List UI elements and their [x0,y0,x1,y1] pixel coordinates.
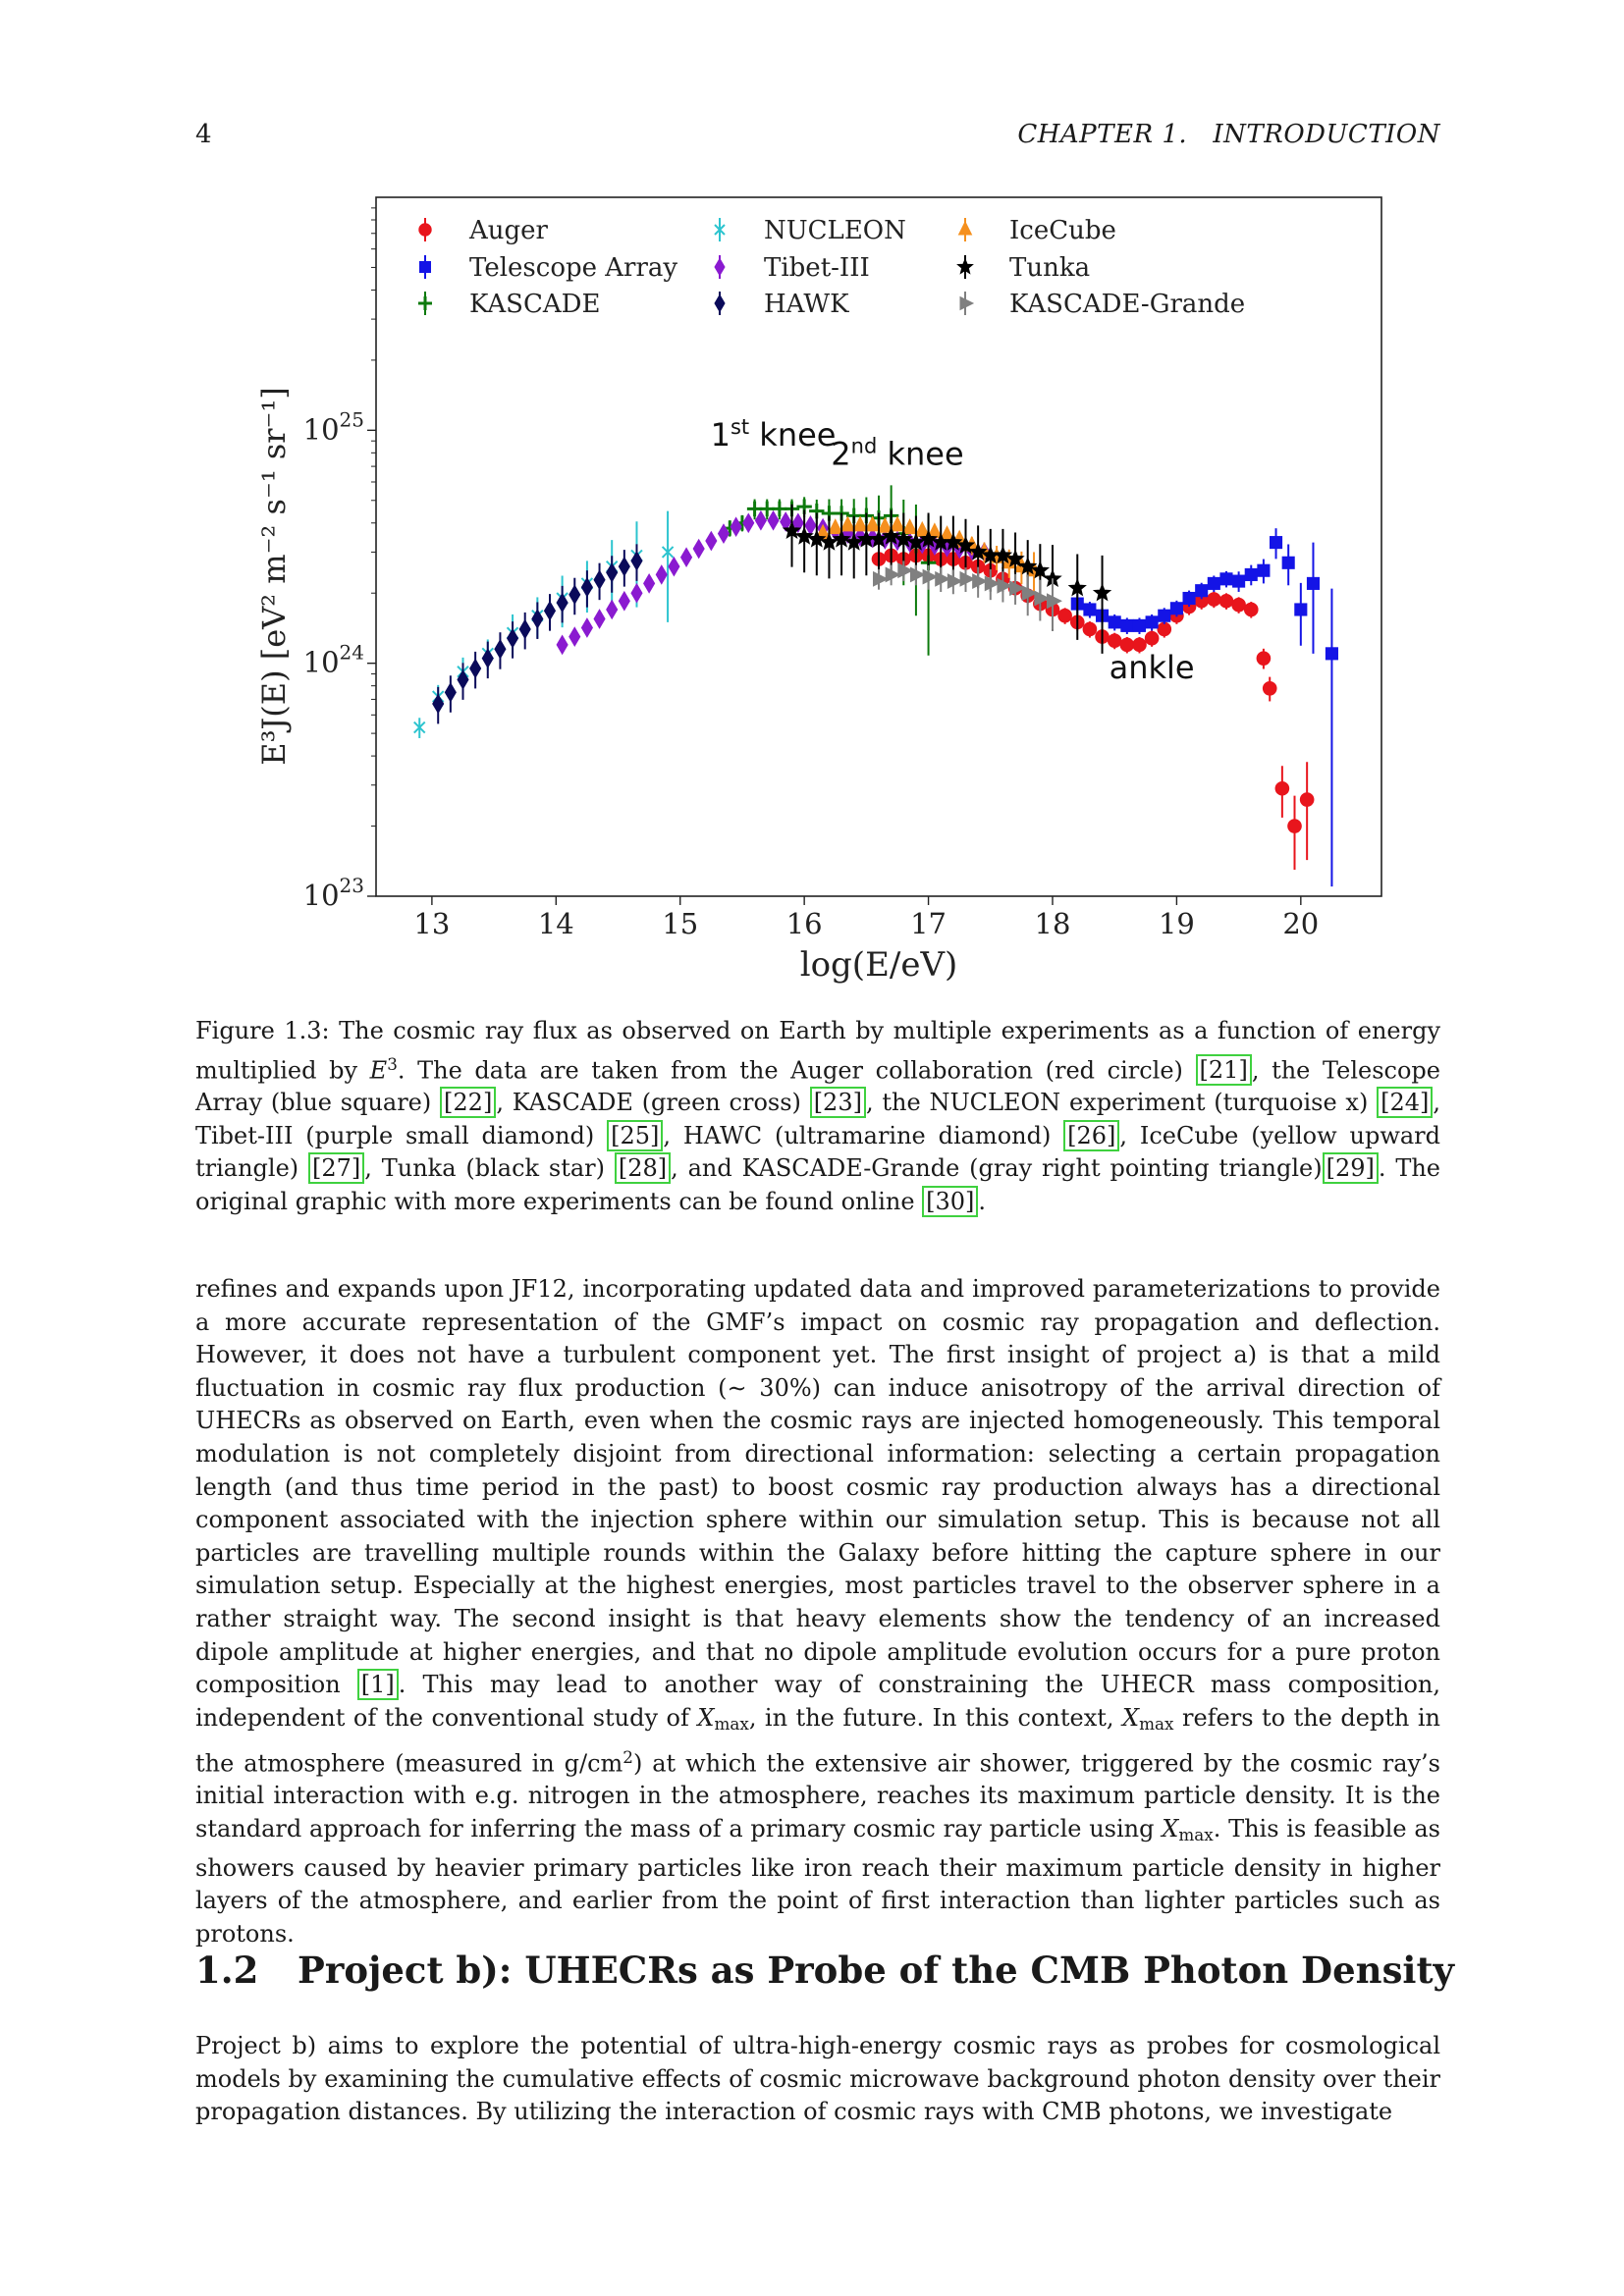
data-point [1170,603,1182,614]
data-point [1121,619,1133,631]
data-point [1300,793,1314,807]
legend-label: Tunka [1009,253,1091,283]
data-point [693,540,704,559]
legend-item [715,216,906,245]
data-point [1326,648,1337,660]
series-auger [872,548,1314,870]
data-point [1263,681,1276,695]
body-paragraph-1: refines and expands upon JF12, incorporating updated data and improved parameterizations to provide a more accurate representation of the GMF’s impact on cosmic ray propagation and deflection. However, it does not have a turbulent component yet. The first insight of project a) is that a mild fluctuation in cosmic ray flux production (∼ 30%) can induce anisotropy of the arrival direction of UHECRs as observed on Earth, even when the cosmic rays are injected homogeneously. This temporal modulation is not completely disjoint from directional information: selecting a certain propagation length (and thus time period in the past) to boost cosmic ray production always has a directional component associated with the injection sphere within our simulation setup. This is because not all particles are travelling multiple rounds within the Galaxy before hitting the capture sphere in our simulation setup. Especially at the highest energies, most particles travel to the observer sphere in a rather straight way. The second insight is that heavy elements show the tendency of an increased dipole amplitude at higher energies, and that no dipole amplitude evolution occurs for a pure proton composition [1] . This may lead to another way of constraining the UHECR mass composition, independent of the conventional study of $X_{max}$, in the future. In this context, $X_{max}$ refers to the depth in the atmosphere (measured in $g/cm^2$) at which the extensive air shower, triggered by the cosmic ray’s initial interaction with e.g. nitrogen in the atmosphere, reaches its maximum particle density. It is the standard approach for inferring the mass of a primary cosmic ray particle using $X_{max}$. This is feasible as showers caused by heavier primary particles like iron reach their maximum particle density in higher layers of the atmosphere, and earlier from the point of first interaction than lighter particles such as protons. [195,1275,1441,1949]
legend-marker-icon [960,297,973,310]
citation-link[interactable]: [21] [1196,1054,1252,1086]
data-point [544,602,555,620]
citation-link[interactable]: [23] [810,1087,866,1118]
legend-item [715,253,870,283]
legend-item [959,216,1116,245]
data-point [619,592,629,611]
data-point [433,695,444,714]
citation-link[interactable]: [30] [922,1186,978,1217]
legend-label: Auger [469,216,548,245]
body-paragraph-2: Project b) aims to explore the potential of ultra-high-energy cosmic rays as probes for cosmological models by examining the cumulative effects of cosmic microwave background photon density over their propagation distances. By utilizing the interaction of cosmic rays with CMB photons, we investigate [195,2032,1440,2126]
legend-label: Telescope Array [469,253,678,283]
cosmic-ray-flux-chart [216,177,1453,991]
legend-item [957,253,1090,283]
legend-marker-icon [715,259,725,276]
data-point [706,532,717,551]
data-point [581,618,592,637]
data-point [1232,598,1246,612]
legend-item [419,216,549,245]
page-number: 4 [195,120,212,149]
data-point [1258,564,1270,576]
data-point [1145,631,1159,645]
data-point [1159,610,1170,621]
data-point [1058,609,1072,622]
section-title: Project b): UHECRs as Probe of the CMB Photon Density [298,1949,1455,1992]
data-point [1288,820,1302,833]
data-point [508,629,518,648]
figure-caption: Figure 1.3: The cosmic ray flux as observed on Earth by multiple experiments as a function of energy multiplied by $E^3$. The data are taken from the Auger collaboration (red circle) [21] , the Telescope Array (blue square) [22] , KASCADE (green cross) [23] , the NUCLEON experiment (turquoise x) [24] , Tibet-III (purple small diamond) [25] , HAWC (ultramarine diamond) [26] , IceCube (yellow upward triangle) [27] , Tunka (black star) [28] , and KASCADE-Grande (gray right pointing triangle) [29] . The original graphic with more experiments can be found online [30] . [195,1017,1441,1215]
legend-label: Tibet-III [764,253,870,283]
y-tick-label: $10^{25}$ [302,407,364,447]
data-point [1183,592,1195,604]
x-tick-label: 16 [785,907,823,940]
x-tick-label: 17 [910,907,947,940]
citation-link[interactable]: [22] [440,1087,496,1118]
data-point [1108,634,1121,648]
data-point [644,574,655,593]
section-heading [195,1949,1455,1992]
legend-item [715,290,849,319]
data-point [1158,622,1171,636]
data-point [1084,604,1096,615]
data-point [743,513,754,532]
data-point [1133,619,1145,631]
data-point [594,570,605,589]
x-tick-label: 19 [1158,907,1195,940]
citation-link[interactable]: [27] [308,1152,364,1184]
data-point [607,563,618,582]
series-telescope-array [1071,528,1337,886]
data-point [768,511,779,530]
data-point [1244,603,1258,616]
legend-marker-icon [418,296,432,310]
y-axis-label: E³J(E) [eV² m⁻² s⁻¹ sr⁻¹] [255,387,293,766]
data-point [569,627,580,646]
y-tick-label: $10^{23}$ [302,874,364,912]
legend-item [420,253,678,283]
legend-marker-icon [419,224,431,236]
data-point [731,517,741,536]
data-point [656,565,667,584]
series-hawk [433,544,642,723]
data-point [1270,537,1281,549]
data-point [631,584,642,603]
data-point [482,649,493,667]
y-tick-label: $10^{24}$ [302,640,364,679]
data-point [1282,557,1294,568]
data-point [1146,616,1158,628]
citation-link[interactable]: [26] [1063,1120,1119,1151]
chart-annotation: 1st knee [710,414,837,454]
legend-item [418,290,600,319]
legend-marker-icon [420,262,431,273]
x-tick-label: 14 [537,907,574,940]
series-nucleon [414,511,674,738]
running-head: CHAPTER 1. INTRODUCTION [1017,120,1440,149]
legend-marker-icon [715,295,725,312]
data-point [1307,577,1319,589]
data-point [1233,575,1245,587]
data-point [557,594,568,613]
x-tick-label: 20 [1282,907,1320,940]
data-point [681,548,692,566]
data-point [829,519,842,533]
legend-label: IceCube [1009,216,1116,245]
legend-label: HAWK [764,290,849,319]
chart-annotation: ankle [1109,649,1195,687]
data-point [557,636,568,655]
data-point [594,610,605,628]
data-point [1208,593,1221,607]
data-point [1275,781,1289,795]
data-point [1208,577,1219,589]
data-point [458,670,468,689]
citation-link[interactable]: [28] [615,1152,671,1184]
data-point [445,683,456,702]
data-point [519,620,530,639]
data-point [619,558,629,576]
data-point [1257,652,1271,666]
citation-link[interactable]: [1] [357,1669,399,1700]
data-point [1109,616,1120,628]
data-point [631,552,642,570]
data-point [569,585,580,604]
data-point [470,660,481,678]
data-point [1083,622,1097,636]
data-point [1219,594,1233,608]
data-point [805,516,816,535]
data-point [669,558,679,576]
legend-item [960,290,1245,319]
citation-link[interactable]: [24] [1377,1087,1433,1118]
section-number: 1.2 [195,1949,259,1992]
data-point [1245,568,1257,580]
data-point [495,640,506,659]
citation-link[interactable]: [25] [607,1120,663,1151]
x-tick-label: 13 [413,907,451,940]
page-header [195,120,1440,153]
data-point [755,511,766,530]
data-point [1295,604,1307,615]
data-point [1220,573,1232,585]
chart-annotation: 2nd knee [831,434,964,473]
data-point [607,601,618,619]
citation-link[interactable]: [29] [1323,1152,1379,1184]
legend-label: NUCLEON [764,216,906,245]
data-point [1196,585,1208,597]
x-axis-label: log(E/eV) [799,945,958,985]
legend-label: KASCADE [469,290,601,319]
legend-marker-icon [959,222,972,235]
x-tick-label: 18 [1034,907,1071,940]
x-tick-label: 15 [662,907,699,940]
legend-label: KASCADE-Grande [1009,290,1246,319]
